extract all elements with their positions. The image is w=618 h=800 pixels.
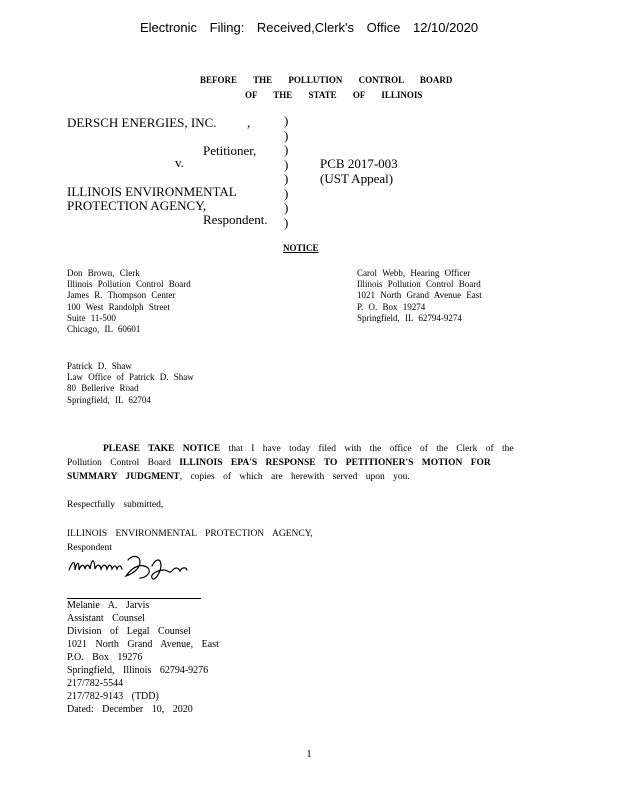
petitioner-comma: , (247, 115, 251, 130)
recipient-hearing-officer (357, 268, 482, 324)
notice-paragraph (67, 442, 547, 484)
signer-po-box: P.O. Box 19276 (67, 652, 143, 663)
address-line: P. O. Box 19274 (357, 301, 426, 312)
address-line: 80 Bellerive Road (67, 383, 139, 394)
respectfully-submitted: Respectfully submitted, (67, 500, 164, 510)
address-line: Chicago, IL 60601 (67, 324, 141, 335)
notice-title: NOTICE (283, 243, 319, 253)
caption-paren: ) (284, 156, 289, 172)
recipient-clerk (67, 268, 191, 335)
electronic-filing-header: Electronic Filing: Received,Clerk's Office 12/10/2020 (139, 20, 479, 35)
case-number: PCB 2017-003 (320, 156, 398, 171)
notice-lead: PLEASE TAKE NOTICE (103, 444, 221, 454)
petitioner-name: DERSCH ENERGIES, INC. (67, 115, 217, 130)
address-line: Don Brown, Clerk (67, 268, 140, 278)
caption-paren: ) (284, 142, 289, 157)
signer-title: Assistant Counsel (67, 613, 145, 624)
signature-block (67, 599, 219, 716)
agency-name: ILLINOIS ENVIRONMENTAL PROTECTION AGENCY, (67, 529, 313, 539)
notice-mid: that I have today filed with the office of the Clerk of the Pollution Control Board (67, 444, 514, 468)
caption-paren: ) (284, 200, 289, 215)
address-line: Illinois Pollution Control Board (357, 279, 481, 290)
caption-paren: ) (284, 127, 289, 143)
address-line: Springfield, IL 62794-9274 (357, 312, 462, 323)
recipient-counsel (67, 361, 194, 406)
respondent-line2: PROTECTION AGENCY, (67, 198, 207, 213)
signer-division: Division of Legal Counsel (67, 626, 191, 637)
board-heading-line1: BEFORE THE POLLUTION CONTROL BOARD (200, 75, 453, 85)
notice-tail: , copies of which are herewith served upon you. (179, 472, 410, 482)
address-line: 100 West Randolph Street (67, 301, 170, 312)
case-type: (UST Appeal) (320, 171, 394, 186)
caption-paren: ) (284, 214, 289, 230)
handwritten-signature (66, 552, 206, 584)
address-line: Law Office of Patrick D. Shaw (67, 372, 194, 383)
address-line: Carol Webb, Hearing Officer (357, 268, 471, 278)
signer-phone: 217/782-5544 (67, 678, 124, 689)
respondent-label: Respondent (67, 543, 112, 553)
respondent-line1: ILLINOIS ENVIRONMENTAL (67, 184, 237, 199)
board-heading-line2: OF THE STATE OF ILLINOIS (245, 90, 423, 100)
signer-name: Melanie A. Jarvis (67, 600, 150, 611)
signer-city: Springfield, Illinois 62794-9276 (67, 665, 209, 676)
motion-title: ILLINOIS EPA'S RESPONSE TO PETITIONER'S MOTION FOR SUMMARY JUDGMENT (67, 458, 491, 482)
address-line: Springfield, IL 62704 (67, 394, 151, 405)
address-line: Illinois Pollution Control Board (67, 279, 191, 290)
respondent-role: Respondent. (203, 212, 268, 227)
address-line: James R. Thompson Center (67, 290, 176, 301)
caption-paren: ) (284, 171, 289, 186)
page-number: 1 (306, 748, 312, 760)
caption-paren-column (284, 114, 288, 230)
petitioner-role: Petitioner, (203, 143, 257, 158)
signature-date: Dated: December 10, 2020 (67, 704, 193, 715)
caption-paren: ) (284, 113, 289, 128)
versus: v. (175, 155, 184, 170)
signer-tdd: 217/782-9143 (TDD) (67, 691, 159, 702)
address-line: Suite 11-500 (67, 312, 116, 323)
caption-paren: ) (284, 185, 289, 201)
signer-address: 1021 North Grand Avenue, East (67, 639, 219, 650)
address-line: Patrick D. Shaw (67, 361, 132, 371)
address-line: 1021 North Grand Avenue East (357, 290, 482, 301)
